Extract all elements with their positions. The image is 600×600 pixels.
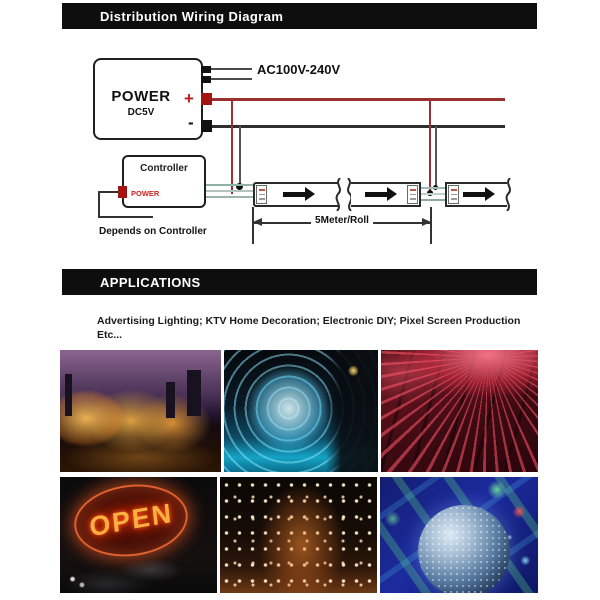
signal-wire-2 <box>206 190 256 192</box>
bridge-wire-1 <box>421 187 445 189</box>
signal-wire-3 <box>206 196 256 198</box>
strip-connector-2 <box>407 185 418 204</box>
ac-wire-2 <box>211 78 252 80</box>
strip-connector-1 <box>256 185 267 204</box>
photo-city-fountain-light-show <box>60 350 221 472</box>
applications-description-line-2: Etc... <box>97 329 123 341</box>
roll-length-label: 5Meter/Roll <box>311 215 373 226</box>
neon-sign-oval <box>70 478 192 563</box>
city-spire-silhouette <box>65 374 72 416</box>
power-supply-label: POWER <box>111 88 171 105</box>
photo-neon-open-sign <box>60 477 217 593</box>
minus-terminal <box>201 120 212 132</box>
city-tower-silhouette <box>187 370 201 416</box>
direction-arrow-icon-1 <box>283 192 305 197</box>
applications-section-title: APPLICATIONS <box>100 274 201 290</box>
strip-end-wave <box>501 178 515 211</box>
neon-open-sign-text: OPEN <box>87 497 175 543</box>
negative-drop-1 <box>239 126 241 187</box>
controller-input-wire-v <box>98 191 100 218</box>
photo-blue-led-tunnel <box>224 350 378 472</box>
power-supply-voltage: DC5V <box>127 107 155 118</box>
negative-wire <box>212 125 505 128</box>
negative-drop-2 <box>435 126 437 189</box>
plus-terminal <box>201 93 212 105</box>
bridge-wire-2 <box>421 193 445 195</box>
controller-box <box>122 155 206 208</box>
positive-drop-1 <box>231 99 233 194</box>
controller-input-wire-h1 <box>98 191 118 193</box>
ac-terminal-2 <box>201 76 211 83</box>
plus-sign: + <box>184 89 194 108</box>
depends-note: Depends on Controller <box>99 226 207 237</box>
bridge-wire-3 <box>421 199 445 201</box>
photo-string-light-curtain <box>220 477 377 593</box>
ac-terminal-1 <box>201 66 211 73</box>
controller-power-label: POWER <box>131 189 160 198</box>
dimension-arrowhead-left <box>253 218 262 226</box>
applications-description <box>97 314 537 342</box>
controller-input-wire-h2 <box>98 216 153 218</box>
positive-drop-2 <box>429 99 431 195</box>
applications-description-line-1: Advertising Lighting; KTV Home Decoration; Electronic DIY; Pixel Screen Production <box>97 315 521 327</box>
ac-input-label: AC100V-240V <box>257 62 341 77</box>
signal-wire-1 <box>206 184 256 186</box>
controller-power-terminal <box>118 186 127 198</box>
minus-sign: - <box>188 113 194 132</box>
positive-wire <box>212 98 505 101</box>
dimension-arrowhead-right <box>422 218 431 226</box>
ac-wire-1 <box>211 68 252 70</box>
strip-connector-3 <box>448 185 459 204</box>
direction-arrow-icon-3 <box>463 192 485 197</box>
city-building-silhouette <box>166 382 175 418</box>
photo-red-laser-stage <box>381 350 538 472</box>
wiring-section-title: Distribution Wiring Diagram <box>100 8 284 24</box>
direction-arrow-icon-2 <box>365 192 387 197</box>
disco-ball-sphere <box>418 505 510 593</box>
applications-section-header <box>62 269 537 295</box>
photo-disco-ball-lights <box>380 477 538 593</box>
wiring-diagram <box>0 0 600 260</box>
controller-label: Controller <box>140 163 188 174</box>
